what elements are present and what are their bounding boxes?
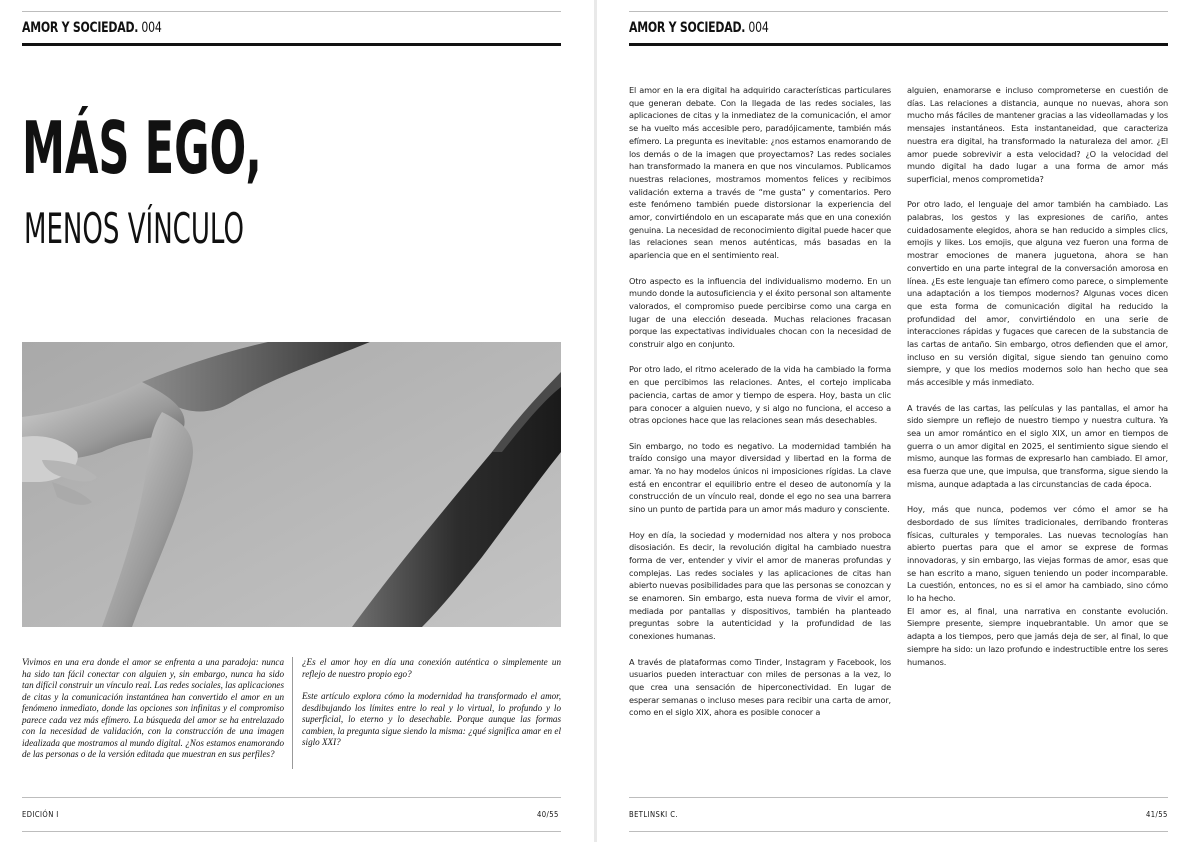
body-paragraph: Otro aspecto es la influencia del individualismo moderno. En un mundo donde la autosuficiencia y el éxito personal son altamente valorados, el compromiso puede percibirse como una carga en lugar de una elección deseada. Muchas relaciones fracasan porque las expectativas individuales chocan con la necesidad de construir algo en conjunto.: [629, 275, 891, 350]
column-divider: [292, 657, 293, 769]
body-column-1: [629, 84, 891, 719]
page-number: 41/55: [1146, 810, 1168, 819]
headline-sub: MENOS VÍNCULO: [24, 204, 244, 253]
body-paragraph: El amor en la era digital ha adquirido características particulares que generan debate. Con la llegada de las redes sociales, las aplicaciones de citas y la inmediatez de la comunicación, el amor se ha vuelto más accesible pero, paradójicamente, también más efímero. La pregunta es inevitable: ¿nos estamos enamorando de los demás o de la imagen que proyectamos? Las redes sociales han transformado la manera en que nos vinculamos. Publicamos nuestras relaciones, mostramos momentos felices y recibimos validación externa a través de “me gusta” y comentarios. Pero este fenómeno también puede distorsionar la experiencia del amor, convirtiéndolo en un escaparate más que en una conexión genuina. La necesidad de reconocimiento digital puede hacer que las relaciones sean menos auténticas, más basadas en la apariencia que en el sentimiento real.: [629, 85, 891, 261]
top-hairline: [22, 11, 561, 12]
body-paragraph: Por otro lado, el lenguaje del amor también ha cambiado. Las palabras, los gestos y las expresiones de cariño, antes cuidadosamente elegidos, ahora se han reducido a simples clics, emojis y likes. Los emojis, que alguna vez fueron una forma de mostrar emociones de manera juguetona, ahora se han convertido en una parte integral de la conversación amorosa en línea. ¿Es este lenguaje tan efímero como parece, o simplemente una adaptación a los tiempos modernos? Algunas voces dicen que esta forma de comunicación digital ha reducido la profundidad del amor, convirtiéndolo en una serie de interacciones rápidas y fugaces que carecen de la substancia de las cartas de antaño. Sin embargo, otros defienden que el amor, incluso en su versión digital, sigue siendo tan genuino como siempre, y que los medios modernos solo han hecho que sea más accesible y más inmediato.: [907, 199, 1168, 388]
edition-label: EDICIÓN I: [22, 810, 59, 819]
author-label: BETLINSKI C.: [629, 810, 678, 819]
section-title: AMOR Y SOCIEDAD.: [22, 20, 139, 36]
body-paragraph: A través de las cartas, las películas y las pantallas, el amor ha sido siempre un reflejo de nuestro tiempo y nuestra cultura. Ya sea un amor romántico en el siglo XIX, un amor en tiempos de guerra o un amor digital en 2025, el sentimiento sigue siendo el mismo, aunque las formas de expresarlo han cambiado. El amor, esa fuerza que une, que impulsa, que transforma, sigue siendo la misma, aunque adaptada a las circunstancias de cada época.: [907, 402, 1168, 489]
body-paragraph: Sin embargo, no todo es negativo. La modernidad también ha traído consigo una mayor diversidad y libertad en la forma de amar. Ya no hay modelos únicos ni imposiciones rígidas. La clave está en encontrar el equilibrio entre el deseo de autonomía y la construcción de un vínculo real, donde el ego no sea una barrera sino un punto de partida para un amor más maduro y consciente.: [629, 440, 891, 515]
running-head: [22, 20, 162, 36]
body-paragraph: El amor es, al final, una narrativa en constante evolución. Siempre presente, siempre inquebrantable. Un amor que se adapta a los tiempos, pero que jamás deja de ser, al final, lo que siempre ha sido: un lazo profundo e indestructible entre los seres humanos.: [907, 605, 1168, 667]
section-title: AMOR Y SOCIEDAD.: [629, 20, 746, 36]
page-number: 40/55: [537, 810, 559, 819]
body-paragraph: A través de plataformas como Tinder, Instagram y Facebook, los usuarios pueden interactuar con miles de personas a la vez, lo que crea una sensación de hiperconectividad. En lugar de esperar semanas o incluso meses para recibir una carta de amor, como en el siglo XIX, ahora es posible conocer a: [629, 656, 891, 718]
body-paragraph: Hoy en día, la sociedad y modernidad nos altera y nos proboca disosiación. Es decir, la revolución digital ha cambiado nuestra forma de ver, entender y vivir el amor de maneras profundas y complejas. Las redes sociales y las aplicaciones de citas han abierto nuevas posibilidades para que las personas se conozcan y se enamoren. Sin embargo, esta nueva forma de vivir el amor, mediada por pantallas y dispositivos, también ha planteado preguntas sobre la autenticidad y la profundidad de las conexiones humanas.: [629, 529, 891, 642]
headline-main: MÁS EGO,: [22, 106, 262, 190]
header-rule: [22, 43, 561, 46]
section-number: 004: [141, 20, 162, 36]
bottom-hairline: [22, 831, 561, 832]
hero-photo: [22, 342, 561, 627]
running-head: [629, 20, 769, 36]
body-paragraph: alguien, enamorarse e incluso comprometerse en cuestión de días. Las relaciones a distancia, aunque no nuevas, ahora son mucho más fáciles de mantener gracias a las videollamadas y los mensajes instantáneos. Esta instantaneidad, que caracteriza nuestra era digital, ha transformado la naturaleza del amor. ¿El amor puede sobrevivir a esta velocidad? ¿O la velocidad del mundo digital ha dado lugar a una forma de amor más superficial, menos comprometida?: [907, 85, 1168, 184]
body-paragraph: Hoy, más que nunca, podemos ver cómo el amor se ha desbordado de sus límites tradicionales, derribando fronteras físicas, culturales y temporales. Las nuevas tecnologías han abierto puertas para que el amor se exprese de formas innovadoras, y sin embargo, las viejas formas de amor, esas que se han escrito a mano, siguen teniendo un poder incomparable. La cuestión, entonces, no es si el amor ha cambiado, sino cómo lo ha hecho.: [907, 504, 1168, 604]
intro-paragraph: Vivimos en una era donde el amor se enfrenta a una paradoja: nunca ha sido tan fácil conectar con alguien y, sin embargo, nunca ha sido tan difícil construir un vínculo real. Las redes sociales, las aplicaciones de citas y la comunicación instantánea han convertido el amor en un fenómeno inmediato, donde las opciones son infinitas y el compromiso parece cada vez más efímero. La búsqueda del amor se ha entrelazado con la necesidad de validación, con la construcción de una imagen idealizada que mostramos al mundo digital. ¿Nos estamos enamorando de las personas o de la versión editada que muestran en sus perfiles?: [22, 657, 285, 759]
intro-column-1: [22, 657, 284, 761]
intro-column-2: [302, 657, 561, 749]
right-page: [597, 0, 1191, 842]
body-column-2: [907, 84, 1168, 668]
body-paragraph: Por otro lado, el ritmo acelerado de la vida ha cambiado la forma en que percibimos las relaciones. Antes, el cortejo implicaba paciencia, cartas de amor y tiempo de espera. Hoy, basta un clic para conocer a alguien nuevo, y si algo no funciona, el acceso a otras opciones hace que las relaciones sean más desechables.: [629, 364, 891, 426]
left-page: [0, 0, 594, 842]
intro-paragraph: ¿Es el amor hoy en día una conexión auténtica o simplemente un reflejo de nuestro propio ego?: [302, 657, 561, 679]
footer-hairline: [22, 797, 561, 798]
section-number: 004: [748, 20, 769, 36]
arms-photo-illustration: [22, 342, 561, 627]
bottom-hairline: [629, 831, 1168, 832]
intro-paragraph: Este artículo explora cómo la modernidad ha transformado el amor, desdibujando los límites entre lo real y lo virtual, lo profundo y lo superficial, lo eterno y lo desechable. Porque aunque las formas cambien, la pregunta sigue siendo la misma: ¿qué significa amar en el siglo XXI?: [302, 691, 561, 747]
footer-hairline: [629, 797, 1168, 798]
header-rule: [629, 43, 1168, 46]
top-hairline: [629, 11, 1168, 12]
